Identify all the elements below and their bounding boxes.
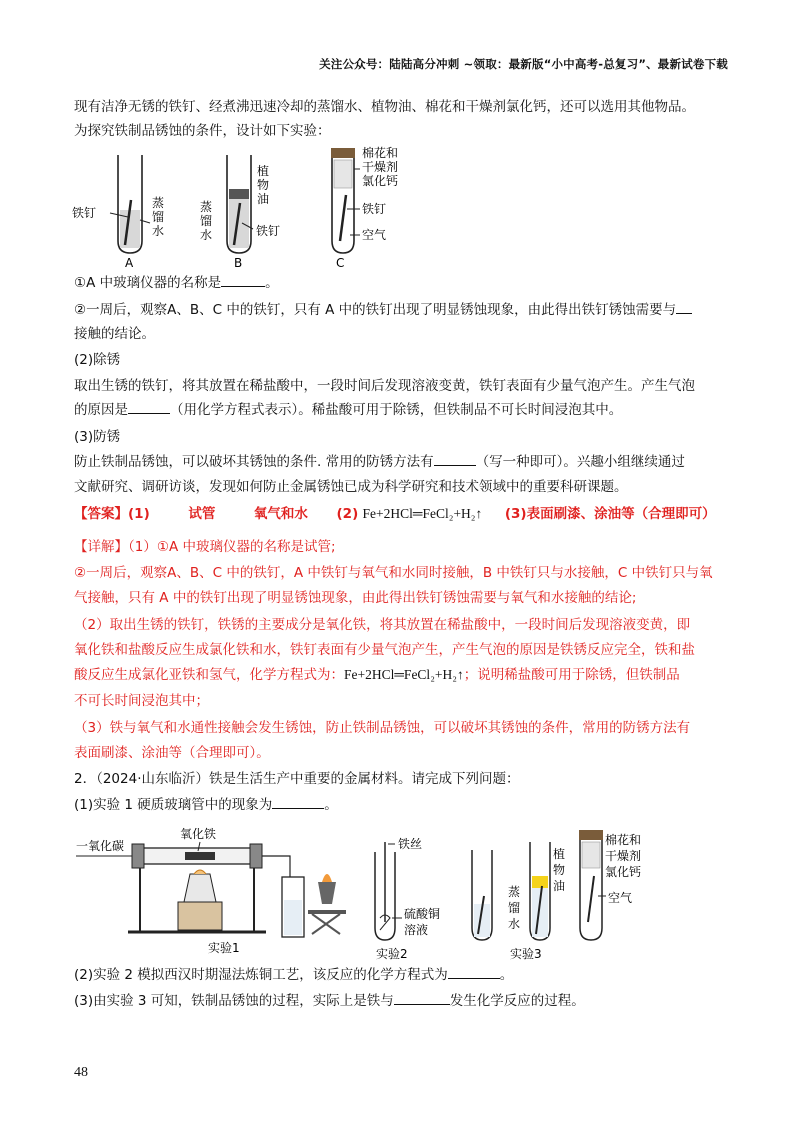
section-2-title: (2)除锈 (74, 352, 121, 368)
label-a-nail: 铁钉 (72, 206, 97, 220)
tube-a (72, 155, 164, 270)
caption-b: B (234, 256, 243, 270)
question-2-title: 2．（2024·山东临沂）铁是生活生产中重要的金属材料。请完成下列问题： (74, 771, 520, 787)
page-number: 48 (74, 1065, 88, 1080)
label-co: 一氧化碳 (76, 839, 125, 853)
label-exp3: 实验3 (510, 947, 542, 961)
detail-line-5: 氧化铁和盐酸反应生成氯化铁和水，铁钉表面有少量气泡产生，产生气泡的原因是铁锈反应完全，铁和盐 (74, 642, 695, 658)
answer-2: 氧气和水 (253, 506, 308, 522)
figure-2-experiments (70, 822, 670, 962)
label-b-water-1: 蒸 (200, 200, 213, 214)
detail-line-4: （2）取出生锈的铁钉，铁锈的主要成分是氧化铁，将其放置在稀盐酸中，一段时间后发现溶液变黄，即 (74, 617, 691, 633)
label-a-water-2: 馏 (152, 210, 165, 224)
s3-l1a: 防止铁制品锈蚀，可以破坏其锈蚀的条件. 常用的防锈方法有 (74, 454, 434, 470)
label-exp1: 实验1 (208, 941, 240, 955)
q2-2a: (2)实验 2 模拟西汉时期湿法炼铜工艺，该反应的化学方程式为 (74, 967, 448, 983)
experiment-3 (472, 830, 641, 961)
q1-blank[interactable] (221, 273, 265, 287)
q2-1b: 。 (324, 797, 338, 813)
label-cotton-2: 干燥剂 (605, 849, 642, 863)
answer-tag: 【答案】(1) (74, 506, 150, 522)
q2-2-blank[interactable] (448, 965, 500, 979)
q2-3b: 发生化学反应的过程。 (449, 993, 585, 1009)
label-b-water-3: 水 (200, 228, 213, 242)
label-b-oil-1: 植 (257, 164, 270, 178)
question-2-line-2: 接触的结论。 (74, 326, 155, 342)
question-2-part-1 (74, 794, 724, 816)
label-cuso4-2: 溶液 (404, 923, 429, 937)
label-water-2: 馏 (508, 901, 521, 915)
label-a-water-3: 水 (152, 224, 165, 238)
tube-c (331, 145, 398, 270)
intro-line-2: 为探究铁制品锈蚀的条件，设计如下实验： (74, 123, 331, 139)
label-b-water-2: 馏 (200, 214, 213, 228)
label-b-oil-3: 油 (257, 192, 270, 206)
experiment-1 (76, 826, 346, 955)
label-c-air: 空气 (362, 228, 387, 242)
label-water-3: 水 (508, 917, 521, 931)
section-3-line-2: 文献研究、调研访谈，发现如何防止金属锈蚀已成为科学研究和技术领域中的重要科研课题。 (74, 479, 628, 495)
label-b-nail: 铁钉 (256, 224, 281, 238)
q1-text: ①A 中玻璃仪器的名称是 (74, 275, 222, 291)
page-header: 关注公众号：陆陆高分冲刺 ~领取：最新版“小中高考-总复习”、最新试卷下载 (319, 57, 728, 71)
section-3-line-1 (74, 451, 724, 473)
label-exp2: 实验2 (376, 947, 408, 961)
answer-3-label: (2) (336, 506, 359, 522)
s2-l2b: （用化学方程式表示）。稀盐酸可用于除锈，但铁制品不可长时间浸泡其中。 (170, 402, 623, 418)
question-2-part-2 (74, 964, 724, 986)
question-2-line (74, 299, 724, 321)
label-water-1: 蒸 (508, 885, 521, 899)
s2-l2a: 的原因是 (74, 402, 128, 418)
s2-blank[interactable] (128, 400, 170, 414)
label-a-water-1: 蒸 (152, 196, 165, 210)
experiment-2 (375, 836, 440, 961)
detail-line-1: 【详解】（1）①A 中玻璃仪器的名称是试管; (74, 539, 336, 555)
label-oil-3: 油 (553, 879, 566, 893)
s3-l1b: （写一种即可）。兴趣小组继续通过 (475, 454, 685, 470)
detail-line-8: （3）铁与氧气和水通性接触会发生锈蚀，防止铁制品锈蚀，可以破坏其锈蚀的条件，常用的防锈方法有 (74, 720, 691, 736)
answer-equation: Fe+2HCl═FeCl₂+H₂↑ (362, 506, 483, 521)
label-c-cotton-3: 氯化钙 (362, 174, 399, 188)
detail-line-7: 不可长时间浸泡其中； (74, 693, 209, 709)
label-wire: 铁丝 (398, 837, 423, 851)
label-b-oil-2: 物 (257, 178, 270, 192)
section-3-title: (3)防锈 (74, 429, 121, 445)
detail-equation: Fe+2HCl═FeCl₂+H₂↑ (344, 667, 464, 682)
q2-1-blank[interactable] (272, 795, 324, 809)
question-1-line (74, 272, 724, 294)
detail-line-3: 气接触，只有 A 中的铁钉出现了明显锈蚀现象，由此得出铁钉锈蚀需要与氧气和水接触的结论; (74, 590, 637, 606)
detail-l6a: 酸反应生成氯化亚铁和氢气，化学方程式为： (74, 667, 344, 683)
answer-4: (3)表面刷漆、涂油等（合理即可） (504, 506, 716, 522)
label-cotton-3: 氯化钙 (605, 865, 642, 879)
label-c-cotton-1: 棉花和 (362, 146, 399, 160)
q1-end: 。 (265, 275, 279, 291)
label-fe2o3: 氧化铁 (180, 827, 217, 841)
iron-oxide (185, 852, 215, 860)
q2-1a: (1)实验 1 硬质玻璃管中的现象为 (74, 797, 273, 813)
stopper-c (331, 148, 355, 158)
label-cuso4-1: 硫酸铜 (404, 907, 441, 921)
q2-2b: 。 (499, 967, 514, 983)
q2-3a: (3)由实验 3 可知，铁制品锈蚀的过程，实际上是铁与 (74, 993, 394, 1009)
label-air: 空气 (608, 891, 633, 905)
figure-1-test-tubes (70, 145, 430, 270)
q2-blank[interactable] (676, 300, 692, 314)
tube-b (200, 155, 280, 270)
s3-blank[interactable] (434, 452, 476, 466)
label-cotton-1: 棉花和 (605, 833, 642, 847)
section-2-line-2 (74, 399, 724, 421)
q2-3-blank[interactable] (394, 991, 450, 1005)
detail-line-6 (74, 664, 724, 686)
caption-a: A (125, 256, 134, 270)
detail-line-9: 表面刷漆、涂油等（合理即可）。 (74, 745, 270, 761)
nail-c (340, 195, 346, 241)
label-oil-1: 植 (553, 847, 566, 861)
caption-c: C (336, 256, 345, 270)
detail-line-2: ②一周后，观察A、B、C 中的铁钉，A 中铁钉与氧气和水同时接触，B 中铁钉只与水接触，C 中铁钉只与氧 (74, 565, 713, 581)
answer-1: 试管 (188, 506, 216, 522)
section-2-line-1: 取出生锈的铁钉，将其放置在稀盐酸中，一段时间后发现溶液变黄，铁钉表面有少量气泡产生。产生气泡 (74, 378, 695, 394)
detail-l6b: ；说明稀盐酸可用于除锈，但铁制品 (463, 667, 680, 683)
label-oil-2: 物 (553, 863, 566, 877)
q2a-text: ②一周后，观察A、B、C 中的铁钉，只有 A 中的铁钉出现了明显锈蚀现象，由此得出铁钉锈蚀需要与 (74, 302, 677, 318)
intro-line-1: 现有洁净无锈的铁钉、经煮沸迅速冷却的蒸馏水、植物油、棉花和干燥剂氯化钙，还可以选用其他物品。 (74, 99, 695, 115)
label-c-nail: 铁钉 (362, 202, 387, 216)
label-c-cotton-2: 干燥剂 (362, 160, 399, 174)
answer-line (74, 503, 724, 525)
question-2-part-3 (74, 990, 724, 1012)
